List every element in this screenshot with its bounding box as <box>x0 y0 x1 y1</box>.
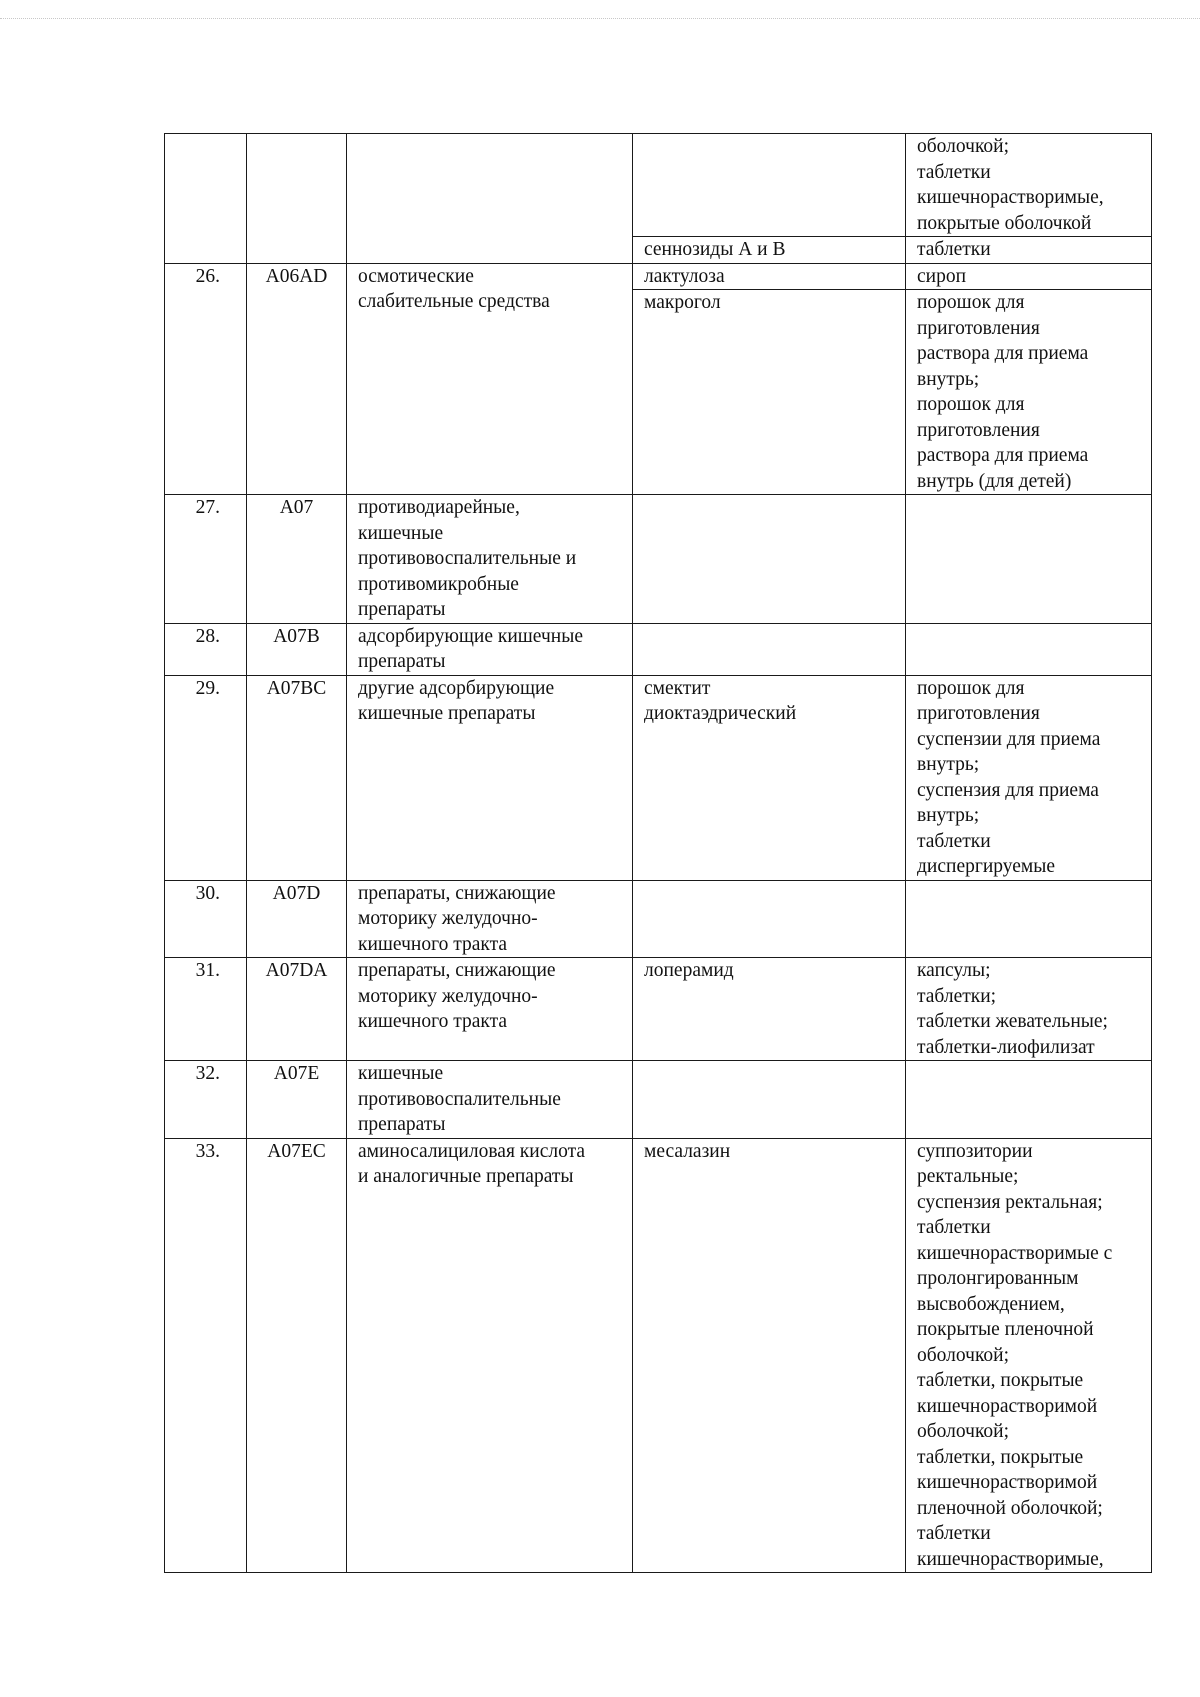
row-number: 26. <box>165 263 247 495</box>
drug-name-line: сеннозиды А и В <box>644 239 786 260</box>
drug-name <box>633 623 906 675</box>
drug-list-table <box>164 133 1152 1573</box>
dosage-forms-line: таблетки жевательные; <box>917 1011 1108 1032</box>
pharmacological-group-line: препараты, снижающие <box>358 960 556 981</box>
dosage-forms <box>906 1061 1152 1139</box>
drug-name <box>633 1138 906 1573</box>
dosage-forms-line: внутрь; <box>917 805 980 826</box>
drug-name-line: диоктаэдрический <box>644 703 797 724</box>
pharmacological-group-line: слабительные средства <box>358 291 550 312</box>
dosage-forms-line: раствора для приема <box>917 343 1089 364</box>
dosage-forms-line: диспергируемые <box>917 856 1056 877</box>
pharmacological-group-line: осмотические <box>358 265 474 287</box>
drug-name <box>633 290 906 495</box>
dosage-forms-line: кишечнорастворимые, <box>917 187 1104 208</box>
pharmacological-group-line: аминосалициловая кислота <box>358 1140 585 1162</box>
pharmacological-group-line: противовоспалительные <box>358 1088 561 1110</box>
dosage-forms-line: покрытые оболочкой <box>917 212 1092 234</box>
dosage-forms <box>906 263 1152 290</box>
drug-name <box>633 134 906 237</box>
pharmacological-group-line: кишечного тракта <box>358 933 508 955</box>
dosage-forms-line: приготовления <box>917 317 1040 339</box>
dosage-forms-line: таблетки <box>917 239 991 260</box>
drug-name-line: макрогол <box>644 292 721 313</box>
dosage-forms-line: сироп <box>917 265 967 287</box>
atc-code: A07EC <box>247 1138 347 1573</box>
dosage-forms-line: пленочной оболочкой; <box>917 1497 1103 1519</box>
dosage-forms <box>906 623 1152 675</box>
pharmacological-group <box>347 495 633 624</box>
table-body <box>165 134 1152 1573</box>
drug-name <box>633 237 906 264</box>
atc-code: A07BC <box>247 675 347 880</box>
dosage-forms-line: таблетки, покрытые <box>917 1446 1084 1468</box>
dosage-forms-line: суспензии для приема <box>917 728 1101 750</box>
dosage-forms <box>906 880 1152 958</box>
dosage-forms-line: таблетки <box>917 1523 991 1544</box>
drug-name-line: смектит <box>644 677 711 699</box>
row-number: 31. <box>165 958 247 1061</box>
dosage-forms-line: оболочкой; <box>917 136 1010 157</box>
pharmacological-group-line: противовоспалительные и <box>358 548 577 569</box>
pharmacological-group-line: кишечные препараты <box>358 703 536 724</box>
pharmacological-group <box>347 1138 633 1573</box>
dosage-forms-line: кишечнорастворимые с <box>917 1242 1113 1264</box>
row-number: 28. <box>165 623 247 675</box>
drug-name <box>633 675 906 880</box>
pharmacological-group <box>347 1061 633 1139</box>
atc-code: A07D <box>247 880 347 958</box>
dosage-forms-line: внутрь (для детей) <box>917 470 1072 492</box>
drug-name <box>633 263 906 290</box>
dosage-forms <box>906 237 1152 264</box>
drug-name-line: лактулоза <box>644 265 725 287</box>
atc-code <box>247 134 347 264</box>
drug-name <box>633 495 906 624</box>
atc-code: A07 <box>247 495 347 624</box>
dosage-forms-line: высвобождением, <box>917 1293 1065 1315</box>
pharmacological-group-line: препараты <box>358 1114 446 1135</box>
dosage-forms-line: кишечнорастворимые, <box>917 1548 1104 1570</box>
dosage-forms <box>906 675 1152 880</box>
dosage-forms-line: внутрь; <box>917 754 980 775</box>
dosage-forms-line: оболочкой; <box>917 1421 1010 1442</box>
dosage-forms-line: суспензия ректальная; <box>917 1191 1103 1213</box>
pharmacological-group <box>347 263 633 495</box>
pharmacological-group-line: моторику желудочно- <box>358 985 538 1007</box>
atc-code: A06AD <box>247 263 347 495</box>
dosage-forms-line: кишечнорастворимой <box>917 1472 1098 1493</box>
dosage-forms <box>906 1138 1152 1573</box>
dosage-forms-line: внутрь; <box>917 368 980 390</box>
dosage-forms-line: таблетки <box>917 161 991 183</box>
dosage-forms <box>906 958 1152 1061</box>
atc-code: A07B <box>247 623 347 675</box>
table-row <box>165 958 1152 1061</box>
dosage-forms-line: суспензия для приема <box>917 779 1099 801</box>
table-row <box>165 134 1152 237</box>
pharmacological-group <box>347 958 633 1061</box>
table-row <box>165 1138 1152 1573</box>
pharmacological-group <box>347 675 633 880</box>
dosage-forms <box>906 134 1152 237</box>
row-number: 33. <box>165 1138 247 1573</box>
drug-name-line: лоперамид <box>644 960 734 981</box>
row-number: 30. <box>165 880 247 958</box>
pharmacological-group-line: кишечные <box>358 1063 444 1084</box>
table-row <box>165 623 1152 675</box>
dosage-forms-line: приготовления <box>917 419 1040 441</box>
dosage-forms-line: порошок для <box>917 394 1025 415</box>
pharmacological-group-line: кишечного тракта <box>358 1011 508 1032</box>
dosage-forms-line: капсулы; <box>917 960 991 981</box>
table-row <box>165 675 1152 880</box>
pharmacological-group <box>347 623 633 675</box>
dosage-forms-line: кишечнорастворимой <box>917 1395 1098 1417</box>
pharmacological-group-line: и аналогичные препараты <box>358 1166 574 1187</box>
row-number: 27. <box>165 495 247 624</box>
pharmacological-group-line: кишечные <box>358 522 444 544</box>
dosage-forms-line: таблетки <box>917 830 991 852</box>
drug-name <box>633 958 906 1061</box>
pharmacological-group <box>347 880 633 958</box>
dosage-forms-line: ректальные; <box>917 1166 1019 1187</box>
dosage-forms-line: порошок для <box>917 292 1025 313</box>
page-top-edge <box>0 18 1200 19</box>
atc-code: A07E <box>247 1061 347 1139</box>
dosage-forms-line: приготовления <box>917 703 1040 724</box>
pharmacological-group-line: противомикробные <box>358 573 519 595</box>
table-row <box>165 263 1152 290</box>
dosage-forms-line: таблетки-лиофилизат <box>917 1036 1095 1058</box>
pharmacological-group-line: другие адсорбирующие <box>358 677 555 699</box>
row-number: 29. <box>165 675 247 880</box>
row-number <box>165 134 247 264</box>
drug-name <box>633 1061 906 1139</box>
dosage-forms <box>906 290 1152 495</box>
pharmacological-group <box>347 134 633 264</box>
dosage-forms <box>906 495 1152 624</box>
pharmacological-group-line: препараты <box>358 651 446 672</box>
dosage-forms-line: покрытые пленочной <box>917 1319 1094 1340</box>
drug-name-line: месалазин <box>644 1140 731 1162</box>
table-row <box>165 495 1152 624</box>
atc-code: A07DA <box>247 958 347 1061</box>
dosage-forms-line: таблетки <box>917 1217 991 1238</box>
dosage-forms-line: пролонгированным <box>917 1268 1079 1289</box>
pharmacological-group-line: препараты <box>358 599 446 620</box>
dosage-forms-line: раствора для приема <box>917 445 1089 466</box>
pharmacological-group-line: препараты, снижающие <box>358 882 556 904</box>
dosage-forms-line: суппозитории <box>917 1140 1033 1162</box>
dosage-forms-line: таблетки, покрытые <box>917 1370 1084 1391</box>
pharmacological-group-line: моторику желудочно- <box>358 908 538 929</box>
dosage-forms-line: оболочкой; <box>917 1344 1010 1366</box>
row-number: 32. <box>165 1061 247 1139</box>
drug-name <box>633 880 906 958</box>
dosage-forms-line: порошок для <box>917 677 1025 699</box>
pharmacological-group-line: противодиарейные, <box>358 497 520 518</box>
table-row <box>165 880 1152 958</box>
pharmacological-group-line: адсорбирующие кишечные <box>358 625 583 647</box>
dosage-forms-line: таблетки; <box>917 985 997 1007</box>
table-row <box>165 1061 1152 1139</box>
